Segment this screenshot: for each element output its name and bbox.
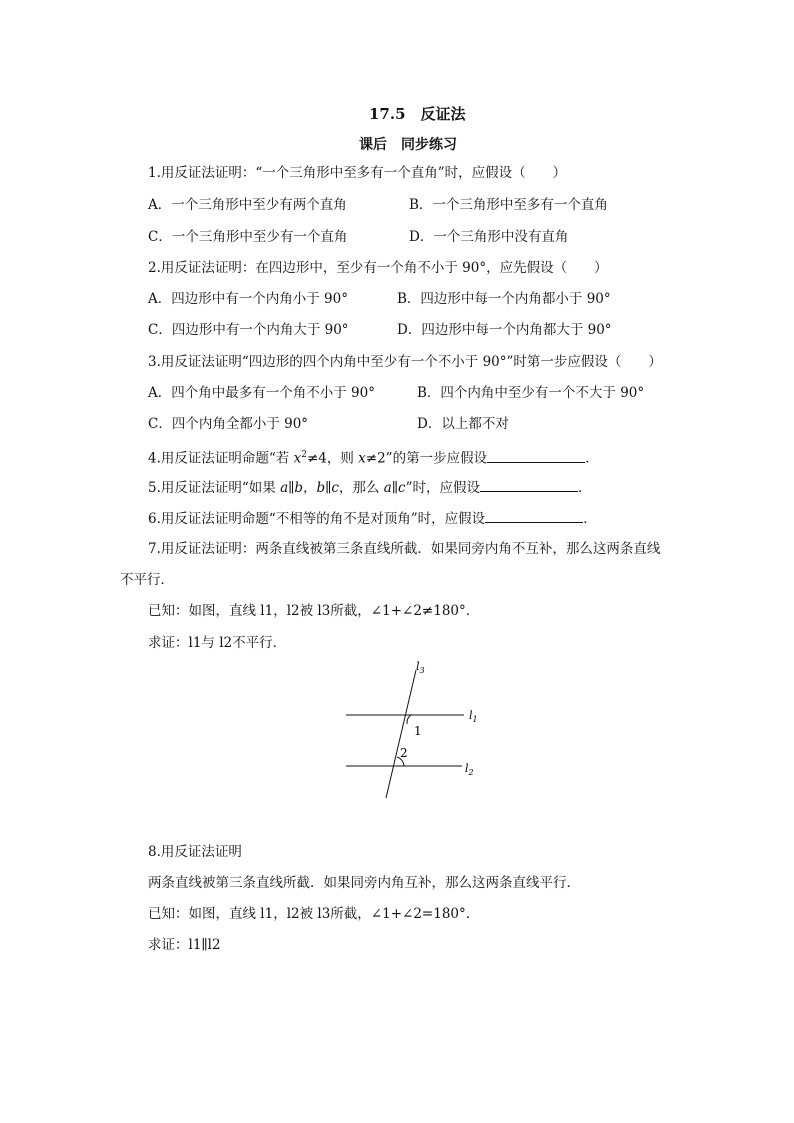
angle-1-label: 1 bbox=[414, 724, 422, 738]
question-1-option-c: C．一个三角形中至少有一个直角 bbox=[148, 229, 348, 245]
question-4-text-start: 4.用反证法证明命题“若 bbox=[148, 450, 294, 467]
question-2-option-d: D．四边形中每一个内角都大于 90° bbox=[397, 322, 612, 338]
question-4-period: ． bbox=[585, 450, 599, 467]
question-8-given: 已知：如图，直线 l1，l2被 l3所截，∠1+∠2=180°． bbox=[148, 906, 480, 922]
angle-2-label: 2 bbox=[400, 746, 408, 760]
question-6-stem bbox=[148, 508, 597, 528]
question-6-answer-blank[interactable] bbox=[485, 508, 583, 523]
question-1-option-a: A．一个三角形中至少有两个直角 bbox=[148, 197, 347, 213]
angle-1-arc bbox=[407, 715, 411, 724]
question-4-answer-blank[interactable] bbox=[487, 448, 585, 463]
question-4-var-x: x bbox=[293, 450, 302, 467]
question-2-option-a: A．四边形中有一个内角小于 90° bbox=[148, 291, 348, 307]
question-4-text-mid: ≠4，则 bbox=[306, 450, 359, 467]
question-5-text-end: ”时，应假设 bbox=[405, 480, 481, 496]
question-2-option-b: B．四边形中每一个内角都小于 90° bbox=[397, 291, 611, 307]
question-5-expr2: a∥c bbox=[383, 480, 406, 496]
label-l1: $l_1$ bbox=[469, 709, 478, 724]
question-3-option-c: C．四个内角全都小于 90° bbox=[148, 416, 309, 432]
question-4-text-end: ≠2”的第一步应假设 bbox=[365, 450, 488, 467]
question-4-exponent: 2 bbox=[301, 450, 307, 460]
question-8-stem-line-2: 两条直线被第三条直线所截．如果同旁内角互补，那么这两条直线平行． bbox=[148, 875, 580, 891]
line-l3 bbox=[386, 670, 416, 798]
label-l3: $l_3$ bbox=[416, 660, 425, 675]
question-4-stem bbox=[148, 446, 599, 468]
label-l2: $l_2$ bbox=[465, 762, 474, 777]
page-subtitle: 课后 同步练习 bbox=[359, 137, 457, 153]
question-5-period: ． bbox=[578, 480, 592, 496]
question-1-stem: 1.用反证法证明：“一个三角形中至多有一个直角”时，应假设（ ） bbox=[148, 165, 567, 181]
question-4-var-x2: x bbox=[358, 450, 366, 467]
parallel-lines-figure bbox=[340, 658, 500, 808]
question-3-option-d: D．以上都不对 bbox=[417, 416, 509, 432]
question-5-stem bbox=[148, 477, 592, 497]
question-2-stem: 2.用反证法证明：在四边形中，至少有一个角不小于 90°，应先假设（ ） bbox=[148, 260, 608, 276]
question-6-period: ． bbox=[583, 511, 597, 527]
question-1-option-d: D．一个三角形中没有直角 bbox=[409, 229, 569, 245]
question-1-option-b: B．一个三角形中至多有一个直角 bbox=[409, 197, 608, 213]
question-7-stem-line-2: 不平行． bbox=[120, 572, 174, 588]
question-3-stem: 3.用反证法证明“四边形的四个内角中至少有一个不小于 90°”时第一步应假设（ ） bbox=[148, 354, 662, 370]
question-3-option-a: A．四个角中最多有一个角不小于 90° bbox=[148, 385, 375, 401]
question-5-answer-blank[interactable] bbox=[480, 477, 578, 492]
question-5-expr: a∥b，b∥c bbox=[280, 480, 339, 496]
question-5-text-mid: ，那么 bbox=[338, 480, 384, 496]
question-5-text-start: 5.用反证法证明“如果 bbox=[148, 480, 281, 496]
page-title: 17.5 反证法 bbox=[369, 105, 466, 123]
question-3-option-b: B．四个内角中至少有一个不大于 90° bbox=[417, 385, 645, 401]
question-7-prove: 求证：l1与 l2不平行． bbox=[148, 635, 287, 651]
question-2-option-c: C．四边形中有一个内角大于 90° bbox=[148, 322, 349, 338]
question-8-stem-line-1: 8.用反证法证明 bbox=[148, 844, 242, 860]
question-7-stem-line-1: 7.用反证法证明：两条直线被第三条直线所截．如果同旁内角不互补，那么这两条直线 bbox=[148, 541, 661, 557]
question-7-given: 已知：如图，直线 l1，l2被 l3所截，∠1+∠2≠180°． bbox=[148, 603, 480, 619]
question-6-text: 6.用反证法证明命题“不相等的角不是对顶角”时，应假设 bbox=[148, 511, 486, 527]
question-8-prove: 求证：l1∥l2 bbox=[148, 937, 221, 953]
